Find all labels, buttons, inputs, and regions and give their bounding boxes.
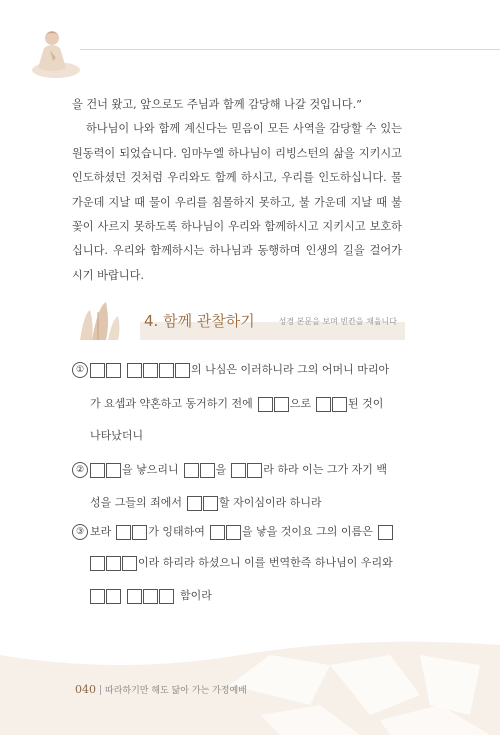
body-paragraph: 하나님이 나와 함께 계신다는 믿음이 모든 사역을 감당할 수 있는 원동력이 되었습니다. 임마누엘 하나님이 리빙스턴의 삶을 지키시고 인도하셨던 것처럼 우리와도 함께 하시고, 우리를 인도하십니다. 물 가운데 지날 때 물이 우리를 침몰하지 못하고, 불 가운데 지날 때 불꽃이 사르지 못하도록 하나님이 우리와 함께하시고 지키시고 보호하십니다. 우리와 함께하시는 하나님과 동행하며 인생의 길을 걸어가시기 바랍니다. (72, 122, 402, 282)
question-1-line-2 (90, 396, 430, 412)
blank-box[interactable] (247, 463, 262, 478)
section-subtitle: 성경 본문을 보며 빈칸을 채웁니다 (278, 317, 397, 326)
blank-box[interactable] (127, 363, 142, 378)
question-2-line-2 (90, 495, 430, 511)
question-text: 성을 그들의 죄에서 (90, 496, 183, 509)
body-text (72, 93, 402, 288)
question-number: ② (72, 462, 88, 478)
blank-box[interactable] (200, 463, 215, 478)
question-3 (72, 524, 412, 540)
blank-box[interactable] (258, 397, 273, 412)
blank-box[interactable] (90, 363, 105, 378)
blank-box[interactable] (159, 363, 174, 378)
blank-box[interactable] (231, 463, 246, 478)
section-heading (70, 300, 405, 340)
blank-box[interactable] (143, 363, 158, 378)
question-text: 을 (215, 463, 227, 476)
header-rule (80, 49, 500, 50)
question-text: 된 것이 (348, 397, 384, 410)
question-text: 보라 (90, 525, 112, 538)
blank-box[interactable] (122, 556, 137, 571)
footer (75, 683, 247, 696)
question-text: 가 잉태하여 (148, 525, 205, 538)
question-3-line-2 (90, 555, 430, 571)
blank-box[interactable] (90, 463, 105, 478)
question-text: 가 요셉과 약혼하고 동거하기 전에 (90, 397, 253, 410)
blank-box[interactable] (106, 463, 121, 478)
body-paragraph: 을 건너 왔고, 앞으로도 주님과 함께 감당해 나갈 것입니다.” (72, 98, 362, 111)
question-text: 이라 하리라 하셨으니 이를 번역한즉 하나님이 우리와 (138, 556, 393, 569)
question-text: 함이라 (180, 589, 212, 602)
question-text: 으로 (289, 397, 312, 410)
question-text: 나타났더니 (90, 429, 144, 442)
page-number: 040 (75, 683, 96, 696)
blank-box[interactable] (116, 525, 131, 540)
section-title: 4. 함께 관찰하기 (144, 312, 255, 330)
blank-box[interactable] (106, 363, 121, 378)
question-text: 할 자이심이라 하니라 (219, 496, 322, 509)
blank-box[interactable] (159, 589, 174, 604)
question-3-line-3 (90, 588, 430, 604)
blank-box[interactable] (187, 496, 202, 511)
question-2 (72, 462, 412, 478)
question-1 (72, 362, 412, 378)
question-text: 을 낳으리니 (122, 463, 179, 476)
blank-box[interactable] (203, 496, 218, 511)
blank-box[interactable] (210, 525, 225, 540)
footer-divider (100, 685, 101, 695)
question-number: ① (72, 362, 88, 378)
blank-box[interactable] (316, 397, 331, 412)
decorative-mosaic-background (0, 625, 500, 735)
question-number: ③ (72, 524, 88, 540)
blank-box[interactable] (127, 589, 142, 604)
blank-box[interactable] (332, 397, 347, 412)
blank-box[interactable] (132, 525, 147, 540)
blank-box[interactable] (90, 589, 105, 604)
question-1-line-3 (90, 428, 430, 444)
question-text: 의 나심은 이러하니라 그의 어머니 마리아 (191, 363, 390, 376)
question-text: 을 낳을 것이요 그의 이름은 (241, 525, 373, 538)
tree-icon (70, 300, 130, 340)
blank-box[interactable] (90, 556, 105, 571)
blank-box[interactable] (184, 463, 199, 478)
blank-box[interactable] (378, 525, 393, 540)
blank-box[interactable] (226, 525, 241, 540)
question-text: 라 하라 이는 그가 자기 백 (263, 463, 388, 476)
blank-box[interactable] (143, 589, 158, 604)
blank-box[interactable] (106, 556, 121, 571)
blank-box[interactable] (175, 363, 190, 378)
footer-title: 따라하기만 해도 닮아 가는 가정예배 (105, 686, 247, 696)
blank-box[interactable] (106, 589, 121, 604)
praying-woman-icon (22, 26, 84, 82)
blank-box[interactable] (274, 397, 289, 412)
